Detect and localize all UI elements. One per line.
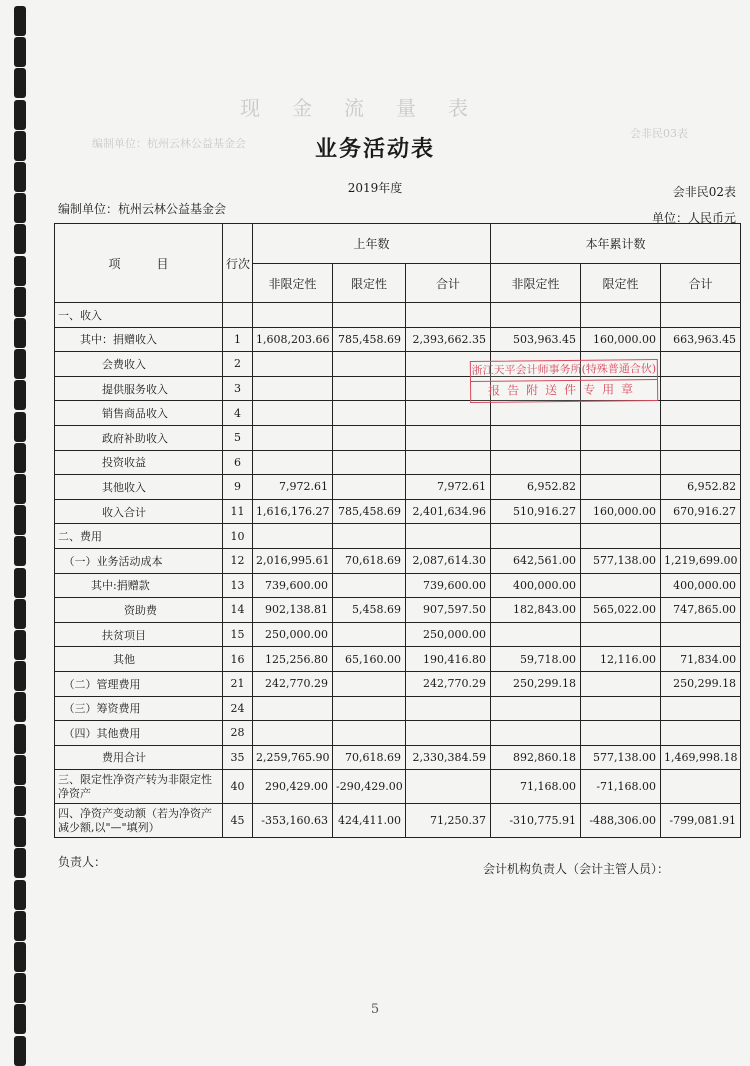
row-current-total [661, 401, 741, 426]
row-current-unrestricted: 6,952.82 [491, 475, 581, 500]
row-prior-restricted [333, 696, 406, 721]
row-current-unrestricted [491, 524, 581, 549]
row-line-number: 10 [223, 524, 253, 549]
row-current-unrestricted: 250,299.18 [491, 671, 581, 696]
row-current-restricted [581, 696, 661, 721]
row-current-total [661, 352, 741, 377]
table-row [55, 622, 741, 647]
row-item-label: （一）业务活动成本 [55, 548, 223, 573]
row-prior-restricted [333, 622, 406, 647]
row-current-total [661, 696, 741, 721]
binding-ring [14, 536, 26, 566]
binding-ring [14, 318, 26, 348]
binding-ring [14, 911, 26, 941]
row-prior-total: 907,597.50 [406, 598, 491, 623]
table-row [55, 548, 741, 573]
table-row [55, 401, 741, 426]
row-item-label: 会费收入 [55, 352, 223, 377]
row-item-label: （四）其他费用 [55, 721, 223, 746]
row-prior-total [406, 770, 491, 804]
table-row [55, 524, 741, 549]
row-item-label: 四、净资产变动额（若为净资产减少额,以"—"填列） [55, 804, 223, 838]
row-prior-total [406, 721, 491, 746]
row-prior-restricted [333, 524, 406, 549]
row-current-restricted [581, 671, 661, 696]
binding-ring [14, 661, 26, 691]
form-code: 会非民02表 [672, 185, 736, 199]
binding-ring [14, 37, 26, 67]
binding-ring [14, 630, 26, 660]
row-current-total [661, 622, 741, 647]
row-prior-unrestricted: 7,972.61 [253, 475, 333, 500]
row-prior-restricted [333, 475, 406, 500]
row-current-unrestricted: 59,718.00 [491, 647, 581, 672]
table-row [55, 425, 741, 450]
activity-statement-table [54, 223, 741, 838]
report-title: 业务活动表 [314, 136, 435, 162]
row-current-restricted [581, 450, 661, 475]
row-item-label: 政府补助收入 [55, 425, 223, 450]
row-current-restricted: 160,000.00 [581, 327, 661, 352]
row-prior-unrestricted [253, 524, 333, 549]
row-item-label: 费用合计 [55, 745, 223, 770]
binding-ring [14, 786, 26, 816]
stamp-purpose: 报告附送件专用章 [488, 382, 641, 398]
row-current-restricted [581, 524, 661, 549]
row-current-restricted: 577,138.00 [581, 548, 661, 573]
binding-ring [14, 224, 26, 254]
binding-ring [14, 412, 26, 442]
binding-ring [14, 349, 26, 379]
row-prior-restricted: 424,411.00 [333, 804, 406, 838]
row-current-unrestricted: 71,168.00 [491, 770, 581, 804]
row-current-total: 6,952.82 [661, 475, 741, 500]
row-line-number: 11 [223, 499, 253, 524]
row-prior-restricted [333, 573, 406, 598]
row-prior-unrestricted [253, 721, 333, 746]
row-current-unrestricted: 503,963.45 [491, 327, 581, 352]
row-line-number: 4 [223, 401, 253, 426]
row-current-total: -799,081.91 [661, 804, 741, 838]
binding-ring [14, 817, 26, 847]
row-prior-unrestricted [253, 376, 333, 401]
header-item: 项 目 [55, 224, 223, 303]
row-prior-total [406, 401, 491, 426]
row-prior-restricted [333, 425, 406, 450]
binding-ring [14, 880, 26, 910]
row-current-total [661, 450, 741, 475]
row-prior-total: 71,250.37 [406, 804, 491, 838]
table-row [55, 770, 741, 804]
row-prior-total [406, 425, 491, 450]
binding-ring [14, 724, 26, 754]
bleed-through-org: 编制单位：杭州云林公益基金会 [92, 137, 246, 150]
header-prior-unrestricted: 非限定性 [253, 264, 333, 303]
table-row [55, 647, 741, 672]
table-row [55, 696, 741, 721]
row-prior-total: 7,972.61 [406, 475, 491, 500]
row-prior-unrestricted [253, 425, 333, 450]
row-prior-unrestricted [253, 352, 333, 377]
header-current-year: 本年累计数 [491, 224, 741, 264]
header-prior-year: 上年数 [253, 224, 491, 264]
row-current-unrestricted [491, 450, 581, 475]
binding-ring [14, 973, 26, 1003]
preparing-organization: 编制单位：杭州云林公益基金会 [58, 202, 227, 216]
row-line-number: 9 [223, 475, 253, 500]
row-line-number: 14 [223, 598, 253, 623]
bleed-through-title: 现 金 流 量 表 [240, 96, 474, 120]
row-prior-restricted: 5,458.69 [333, 598, 406, 623]
row-prior-total: 242,770.29 [406, 671, 491, 696]
row-line-number: 24 [223, 696, 253, 721]
row-current-total: 747,865.00 [661, 598, 741, 623]
row-prior-unrestricted: 2,016,995.61 [253, 548, 333, 573]
row-prior-total: 250,000.00 [406, 622, 491, 647]
row-current-restricted: 12,116.00 [581, 647, 661, 672]
binding-ring [14, 193, 26, 223]
row-prior-total: 739,600.00 [406, 573, 491, 598]
binding-ring [14, 755, 26, 785]
table-row [55, 721, 741, 746]
row-item-label: 其他 [55, 647, 223, 672]
table-row [55, 327, 741, 352]
row-prior-total [406, 524, 491, 549]
row-item-label: 提供服务收入 [55, 376, 223, 401]
row-current-restricted [581, 475, 661, 500]
row-current-restricted: -488,306.00 [581, 804, 661, 838]
binding-ring [14, 692, 26, 722]
row-prior-unrestricted: 250,000.00 [253, 622, 333, 647]
row-prior-unrestricted: -353,160.63 [253, 804, 333, 838]
row-prior-total: 190,416.80 [406, 647, 491, 672]
row-item-label: 收入合计 [55, 499, 223, 524]
row-prior-restricted [333, 401, 406, 426]
binding-ring [14, 443, 26, 473]
row-current-unrestricted: 182,843.00 [491, 598, 581, 623]
header-current-unrestricted: 非限定性 [491, 264, 581, 303]
row-line-number: 12 [223, 548, 253, 573]
auditor-stamp [470, 359, 658, 403]
row-prior-restricted: 785,458.69 [333, 327, 406, 352]
row-prior-restricted [333, 376, 406, 401]
binding-ring [14, 848, 26, 878]
row-line-number: 35 [223, 745, 253, 770]
bleed-through-code: 会非民03表 [630, 127, 688, 140]
row-item-label: 其他收入 [55, 475, 223, 500]
row-current-total: 1,219,699.00 [661, 548, 741, 573]
row-current-restricted: 565,022.00 [581, 598, 661, 623]
row-current-unrestricted [491, 303, 581, 328]
row-line-number: 5 [223, 425, 253, 450]
table-row [55, 499, 741, 524]
row-current-restricted: 577,138.00 [581, 745, 661, 770]
binding-ring [14, 256, 26, 286]
binding-ring [14, 568, 26, 598]
row-current-restricted: -71,168.00 [581, 770, 661, 804]
binding-ring [14, 380, 26, 410]
row-current-total [661, 425, 741, 450]
row-prior-total: 2,330,384.59 [406, 745, 491, 770]
row-current-total: 400,000.00 [661, 573, 741, 598]
row-prior-unrestricted: 1,608,203.66 [253, 327, 333, 352]
row-item-label: 三、限定性净资产转为非限定性净资产 [55, 770, 223, 804]
row-item-label: 扶贫项目 [55, 622, 223, 647]
row-current-restricted [581, 622, 661, 647]
row-prior-unrestricted: 125,256.80 [253, 647, 333, 672]
binding-ring [14, 68, 26, 98]
row-prior-restricted [333, 721, 406, 746]
binding-ring [14, 1036, 26, 1066]
header-line-no: 行次 [223, 224, 253, 303]
report-period: 2019年度 [347, 181, 403, 195]
row-current-restricted [581, 303, 661, 328]
table-row [55, 804, 741, 838]
row-line-number [223, 303, 253, 328]
row-prior-total: 2,401,634.96 [406, 499, 491, 524]
row-prior-total: 2,087,614.30 [406, 548, 491, 573]
row-line-number: 40 [223, 770, 253, 804]
accounting-head-label: 会计机构负责人（会计主管人员）： [483, 862, 670, 876]
row-prior-unrestricted: 2,259,765.90 [253, 745, 333, 770]
row-prior-unrestricted: 739,600.00 [253, 573, 333, 598]
row-current-restricted [581, 425, 661, 450]
row-prior-total: 2,393,662.35 [406, 327, 491, 352]
currency-unit: 单位：人民币元 [651, 211, 736, 225]
header-current-total: 合计 [661, 264, 741, 303]
row-prior-restricted: -290,429.00 [333, 770, 406, 804]
row-line-number: 2 [223, 352, 253, 377]
row-current-total: 250,299.18 [661, 671, 741, 696]
row-current-unrestricted: -310,775.91 [491, 804, 581, 838]
row-current-unrestricted: 892,860.18 [491, 745, 581, 770]
binding-ring [14, 287, 26, 317]
row-prior-total [406, 450, 491, 475]
table-row [55, 598, 741, 623]
table-row [55, 450, 741, 475]
row-prior-unrestricted [253, 303, 333, 328]
header-prior-restricted: 限定性 [333, 264, 406, 303]
row-current-total: 1,469,998.18 [661, 745, 741, 770]
row-line-number: 13 [223, 573, 253, 598]
row-item-label: 资助费 [55, 598, 223, 623]
row-current-total [661, 721, 741, 746]
row-item-label: 二、费用 [55, 524, 223, 549]
binding-ring [14, 100, 26, 130]
row-line-number: 3 [223, 376, 253, 401]
row-current-restricted [581, 573, 661, 598]
row-prior-restricted [333, 450, 406, 475]
binding-ring [14, 942, 26, 972]
row-current-unrestricted: 510,916.27 [491, 499, 581, 524]
row-item-label: 销售商品收入 [55, 401, 223, 426]
row-prior-restricted [333, 352, 406, 377]
row-prior-unrestricted [253, 450, 333, 475]
row-prior-restricted [333, 671, 406, 696]
row-prior-restricted [333, 303, 406, 328]
row-prior-unrestricted: 242,770.29 [253, 671, 333, 696]
row-current-unrestricted [491, 622, 581, 647]
page-number: 5 [370, 1002, 380, 1017]
table-row [55, 573, 741, 598]
row-current-unrestricted: 400,000.00 [491, 573, 581, 598]
row-current-total: 670,916.27 [661, 499, 741, 524]
row-current-total [661, 303, 741, 328]
responsible-person-label: 负责人： [58, 855, 107, 869]
row-current-total [661, 770, 741, 804]
row-prior-restricted: 70,618.69 [333, 548, 406, 573]
row-line-number: 15 [223, 622, 253, 647]
table-row [55, 475, 741, 500]
row-line-number: 45 [223, 804, 253, 838]
row-item-label: 其中:捐赠款 [55, 573, 223, 598]
row-line-number: 16 [223, 647, 253, 672]
binding-ring [14, 505, 26, 535]
row-item-label: 一、收入 [55, 303, 223, 328]
row-current-unrestricted [491, 696, 581, 721]
row-prior-unrestricted: 902,138.81 [253, 598, 333, 623]
row-item-label: （三）筹资费用 [55, 696, 223, 721]
row-item-label: 其中：捐赠收入 [55, 327, 223, 352]
row-prior-restricted: 65,160.00 [333, 647, 406, 672]
row-item-label: （二）管理费用 [55, 671, 223, 696]
row-prior-restricted: 785,458.69 [333, 499, 406, 524]
row-current-restricted [581, 721, 661, 746]
row-prior-total [406, 303, 491, 328]
row-prior-unrestricted [253, 401, 333, 426]
table-row [55, 303, 741, 328]
row-current-restricted [581, 401, 661, 426]
binding-ring [14, 599, 26, 629]
row-line-number: 6 [223, 450, 253, 475]
row-current-total: 71,834.00 [661, 647, 741, 672]
row-prior-unrestricted: 290,429.00 [253, 770, 333, 804]
row-prior-unrestricted: 1,616,176.27 [253, 499, 333, 524]
row-current-total [661, 376, 741, 401]
table-row [55, 745, 741, 770]
stamp-firm-name: 浙江天平会计师事务所(特殊普通合伙) [471, 360, 657, 382]
binding-ring [14, 474, 26, 504]
row-line-number: 1 [223, 327, 253, 352]
row-line-number: 28 [223, 721, 253, 746]
row-current-unrestricted [491, 425, 581, 450]
row-item-label: 投资收益 [55, 450, 223, 475]
row-current-total: 663,963.45 [661, 327, 741, 352]
row-current-unrestricted: 642,561.00 [491, 548, 581, 573]
row-current-unrestricted [491, 401, 581, 426]
row-prior-unrestricted [253, 696, 333, 721]
binding-ring [14, 6, 26, 36]
header-current-restricted: 限定性 [581, 264, 661, 303]
row-prior-restricted: 70,618.69 [333, 745, 406, 770]
row-line-number: 21 [223, 671, 253, 696]
row-current-total [661, 524, 741, 549]
header-prior-total: 合计 [406, 264, 491, 303]
row-prior-total [406, 696, 491, 721]
table-row [55, 671, 741, 696]
row-current-restricted: 160,000.00 [581, 499, 661, 524]
row-current-unrestricted [491, 721, 581, 746]
